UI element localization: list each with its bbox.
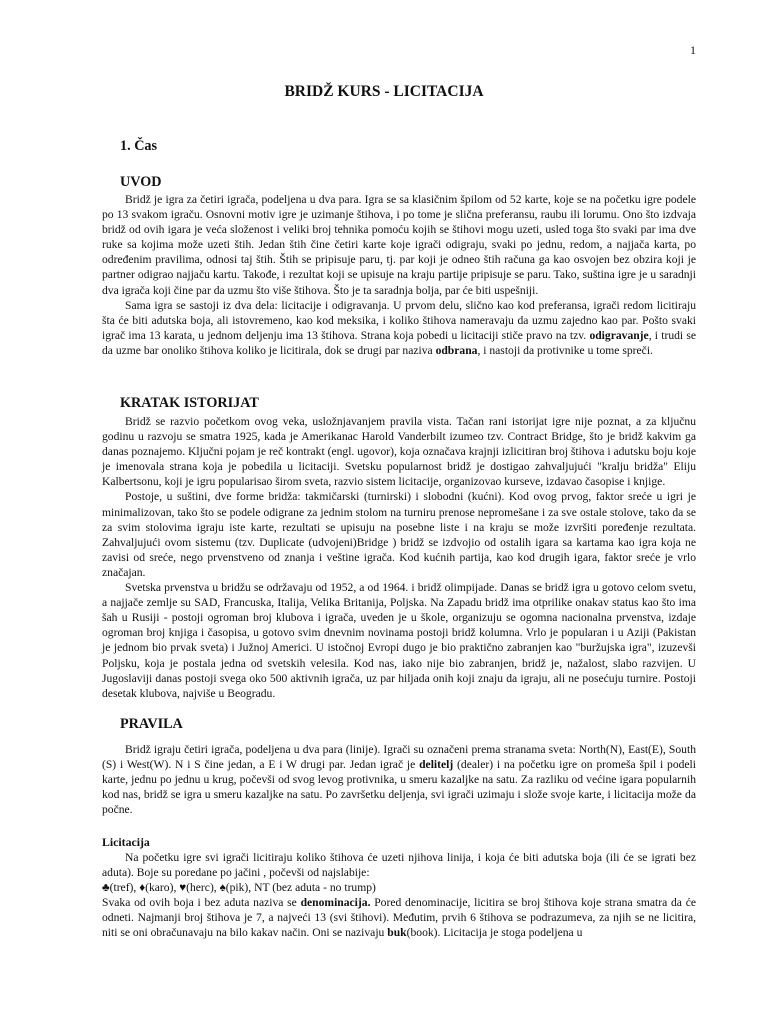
paragraph: [102, 742, 696, 817]
page-number: 1: [690, 43, 696, 57]
paragraph: Na početku igre svi igrači licitiraju koliko štihova će uzeti njihova linija, i koja će biti adutska boja (ili će se igrati bez aduta). Boje su poredane po jačini , počevši od najslabije:: [102, 851, 696, 880]
term-odbrana: odbrana: [435, 343, 478, 357]
term-odigravanje: odigravanje: [589, 328, 649, 342]
term-buk: buk: [387, 926, 407, 940]
paragraph: Svetska prvenstva u bridžu se održavaju od 1952, a od 1964. i bridž olimpijade. Danas se bridž igra u gotovo celom svetu, a najjače zemlje su SAD, Francuska, Italija, Velika Britanija, Poljska. Na Zapadu bridž ima otprilike onakav status kao što ima šah u Rusiji - postoji ogroman broj klubova i igrača, uveden je u škole, organizuju se ogomna nacionalna prvenstva, izdaje ogroman broj knjiga i časopisa, u gotovo svim dnevnim novinama postoji bridž kolumna. Vrlo je popularan i u Aziji (Pakistan je jednom bio prvak sveta) i Južnoj Americi. U istočnoj Evropi dugo je bio praktično zabranjen kao "buržujska igra", izuzevši Poljsku, koja je postala jedna od svetskih velesila. Kod nas, iako nije bio zabranjen, bridž je, nažalost, slabo razvijen. U Jugoslaviji danas postoji svega oko 500 aktivnih igrača, uz par hiljada onih koji znaju da igraju, ali ne posećuju turnire. Postoji desetak klubova, najviše u Beogradu.: [102, 581, 696, 700]
text: , i trudi se da uzme bar onoliko štihova koliko je licitirala, dok se drugi par naziva: [102, 328, 697, 357]
subsection-licitacija-body: [102, 850, 696, 941]
lesson-heading: 1. Čas: [120, 138, 158, 154]
section-pravila-body: [102, 742, 696, 817]
paragraph: Bridž se razvio početkom ovog veka, usložnjavanjem pravila vista. Tačan rani istorijat igre nije poznat, a za ključnu godinu u razvoju se smatra 1925, kada je Amerikanac Harold Vanderbilt izumeo tzv. Contract Bridge, što je bridž kakvim ga danas poznajemo. Ključni pojam je reč kontrakt (engl. ugovor), koja označava krajnji izlicitiran broj štihova i adutsku boju koje je imenovala strana koja je pobedila u licitaciji. Svetsku popularnost bridž je dostigao zahvaljujući "kralju bridža" Eliju Kalbertsonu, koji je igru popularisao širom sveta, razvio sistem licitacije, organizovao kurseve, izdavao časopise i knjige.: [102, 415, 696, 489]
term-denominacija: denominacija.: [300, 896, 371, 910]
paragraph: Bridž je igra za četiri igrača, podeljena u dva para. Igra se sa klasičnim špilom od 52 karte, koje se na početku igre podele po 13 svakom igraču. Osnovni motiv igre je uzimanje štihova, i po tome je slična preferansu, raubu ili lorumu. Ono što izdvaja bridž od ovih igara je veća složenost i veliki broj tehnika pomoću kojih se štihovi mogu uzeti, usled toga što svaki par ima dve ruke sa kojima može uzeti štih. Jedan štih čine četiri karte koje igrači odigraju, svaki po jednu, redom, a najjača karta, po određenim pravilima, odnosi taj štih. Štih se pripisuje paru, tj. par koji je odneo štih računa ga kao osvojen bez obzira koji je partner odigrao najjaču kartu. Takođe, i rezultat koji se upisuje na kraju partije pripisuje se paru. Tako, suština igre je u saradnji dva igrača koji čine par da uzmu što više štihova. Što je ta saradnja bolja, par će biti uspešniji.: [102, 193, 696, 297]
document-title: BRIDŽ KURS - LICITACIJA: [284, 83, 484, 100]
suits-line: ♣(tref), ♦(karo), ♥(herc), ♠(pik), NT (bez aduta - no trump): [102, 881, 376, 895]
section-heading-uvod: UVOD: [120, 174, 162, 190]
paragraph: Postoje, u suštini, dve forme bridža: takmičarski (turnirski) i slobodni (kućni). Kod ovog prvog, faktor sreće u igri je minimalizovan, tako što se podele odigrane za jednim stolom na turniru prenose nepromešane i za sve ostale stolove, tako da se za svim stolovima igraju iste karte, rezultati se upisuju na posebne liste i na kraju se može izvršiti poređenje rezultata. Zahvaljujući ovom sistemu (tzv. Duplicate (udvojeni)Bridge ) bridž se izdvojio od ostalih igara sa kartama kao igra koja ne zavisi od sreće, nego prvenstveno od znanja i veštine igrača. Kod kućnih partija, kao kod drugih igara, faktor sreće je vrlo značajan.: [102, 490, 696, 579]
section-heading-pravila: PRAVILA: [120, 716, 183, 732]
section-heading-istorijat: KRATAK ISTORIJAT: [120, 395, 259, 411]
subsection-heading-licitacija: Licitacija: [102, 835, 150, 849]
text: Bridž igraju četiri igrača, podeljena u dva para (linije). Igrači su označeni prema stranama sveta: North(N), East(E), South (S) i West(W). N i S čine jedan, a E i W drugi par. Jedan igrač je: [102, 743, 696, 772]
text: (book). Licitacija je stoga podeljena u: [406, 926, 583, 940]
paragraph: [102, 895, 696, 940]
term-delitelj: delitelj: [419, 758, 454, 772]
text: (dealer) i na početku igre on promeša špil i podeli karte, jednu po jednu u krug, počevši od svog levog protivnika, u smeru kazaljke na satu. Za razliku od većine igara popularnih kod nas, bridž se igra u smeru kazaljke na satu. Po završetku deljenja, svi igrači uzimaju i slože svoje karte, i licitacija može da počne.: [102, 758, 697, 817]
text: Sama igra se sastoji iz dva dela: licitacije i odigravanja. U prvom delu, slično kao kod preferansa, igrači redom licitiraju šta će biti adutska boja, ali istovremeno, kao kod meksika, i koliko štihova nameravaju da uzmu zajedno kao par. Pošto svaki igrač ima 13 karata, u jednom deljenju ima 13 štihova. Strana koja pobedi u licitaciji stiče pravo na tzv.: [102, 298, 696, 342]
text: , i nastoji da protivnike u tome spreči.: [477, 343, 653, 357]
section-istorijat-body: [102, 414, 696, 701]
section-uvod-body: [102, 192, 696, 358]
text: Pored denominacije, licitira se broj štihova koje strana smatra da će odneti. Najmanji broj štihova je 7, a najveći 13 (svi štihovi). Međutim, prvih 6 štihova se podrazumeva, za njih se ne licitira, niti se oni obračunavaju na bilo kakav način. Oni se nazivaju: [102, 896, 696, 940]
text: Svaka od ovih boja i bez aduta naziva se: [102, 896, 297, 910]
paragraph: [102, 298, 696, 358]
